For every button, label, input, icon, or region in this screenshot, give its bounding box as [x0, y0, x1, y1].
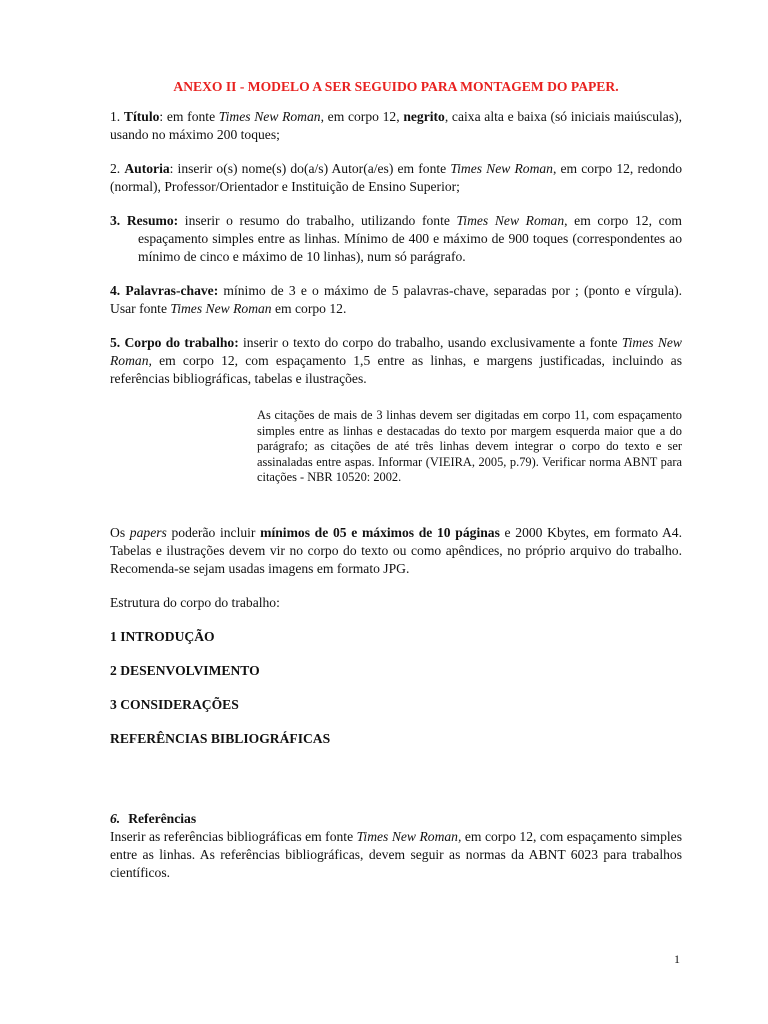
item-text: : inserir o(s) nome(s) do(a/s) Autor(a/es) em fonte	[169, 161, 451, 176]
references-label: Referências	[128, 810, 197, 826]
item-label: Título	[123, 109, 160, 124]
font-name: Times New Roman	[450, 161, 553, 176]
item-text: , em corpo 12, com espaçamento simples entre as linhas. Mínimo de 400 e máximo de 900 toques (correspondentes ao mínimo de cinco e máximo de 10 linhas), num só parágrafo.	[138, 213, 682, 264]
citation-block: As citações de mais de 3 linhas devem ser digitadas em corpo 11, com espaçamento simples entre as linhas e destacadas do texto por margem esquerda maior que a do parágrafo; as citações de até três linhas devem integrar o corpo do texto e ser assinaladas entre aspas. Informar (VIEIRA, 2005, p.79). Verificar norma ABNT para citações - NBR 10520: 2002.	[257, 408, 682, 485]
paragraph-text: e 2000 Kbytes, em formato A4. Tabelas e ilustrações devem vir no corpo do texto ou como apêndices, no próprio arquivo do trabalho. Recomenda-se sejam usadas imagens em formato JPG.	[110, 524, 683, 576]
section-heading-introducao: 1 INTRODUÇÃO	[110, 628, 215, 644]
document-page	[110, 78, 682, 882]
item-number: 2.	[110, 161, 125, 176]
structure-intro: Estrutura do corpo do trabalho:	[110, 594, 280, 610]
document-title: ANEXO II - MODELO A SER SEGUIDO PARA MONTAGEM DO PAPER.	[173, 79, 619, 94]
item-text: inserir o texto do corpo do trabalho, usando exclusivamente a fonte	[238, 335, 622, 350]
item-text: , em corpo 12,	[320, 109, 404, 124]
item-palavras-chave	[110, 282, 682, 318]
item-text: , caixa alta e baixa (só iniciais maiúsculas), usando no máximo 200 toques;	[110, 109, 683, 142]
section-heading-referencias: REFERÊNCIAS BIBLIOGRÁFICAS	[110, 730, 331, 746]
bold-term: mínimos de 05 e máximos de 10 páginas	[260, 524, 500, 540]
italic-term: papers	[129, 524, 167, 540]
item-label: 3. Resumo:	[110, 213, 179, 228]
item-text: inserir o resumo do trabalho, utilizando fonte	[178, 213, 457, 228]
item-label: Autoria	[124, 161, 170, 176]
item-titulo	[110, 108, 682, 144]
references-heading	[110, 810, 682, 828]
font-name: Times New Roman	[456, 213, 565, 228]
paragraph-text: em corpo 12, com espaçamento simples entre as linhas. As referências bibliográficas, devem seguir as normas da ABNT 6023 para trabalhos científicos.	[110, 828, 682, 880]
item-text: em corpo 12, com espaçamento 1,5 entre as linhas, e margens justificadas, incluindo as referências bibliográficas, tabelas e ilustrações.	[110, 353, 682, 386]
paragraph-text: Os	[110, 524, 130, 540]
item-label: 5. Corpo do trabalho:	[110, 335, 239, 350]
item-text: em corpo 12.	[271, 301, 347, 316]
item-text: , em corpo 12, redondo (normal), Professor/Orientador e Instituição de Ensino Superior;	[110, 161, 682, 194]
page-number: 1	[674, 952, 680, 966]
item-label: 4. Palavras-chave:	[110, 283, 219, 298]
font-name: Times New Roman,	[356, 828, 462, 844]
references-paragraph	[110, 828, 682, 882]
font-name: Times New Roman,	[110, 335, 682, 368]
references-number: 6.	[110, 810, 121, 826]
item-resumo	[110, 212, 682, 266]
font-name: Times New Roman	[170, 301, 272, 316]
section-heading-consideracoes: 3 CONSIDERAÇÕES	[110, 696, 239, 712]
bold-term: negrito	[403, 109, 445, 124]
paragraph-text: poderão incluir	[166, 524, 261, 540]
section-heading-desenvolvimento: 2 DESENVOLVIMENTO	[110, 662, 260, 678]
paragraph-text: Inserir as referências bibliográficas em fonte	[110, 828, 357, 844]
item-corpo-do-trabalho	[110, 334, 682, 388]
papers-paragraph	[110, 524, 682, 578]
item-text: mínimo de 3 e o máximo de 5 palavras-chave, separadas por ; (ponto e vírgula). Usar fonte	[110, 283, 682, 316]
item-number: 1.	[110, 109, 124, 124]
font-name: Times New Roman	[218, 109, 321, 124]
item-text: : em fonte	[159, 109, 219, 124]
item-autoria	[110, 160, 682, 196]
